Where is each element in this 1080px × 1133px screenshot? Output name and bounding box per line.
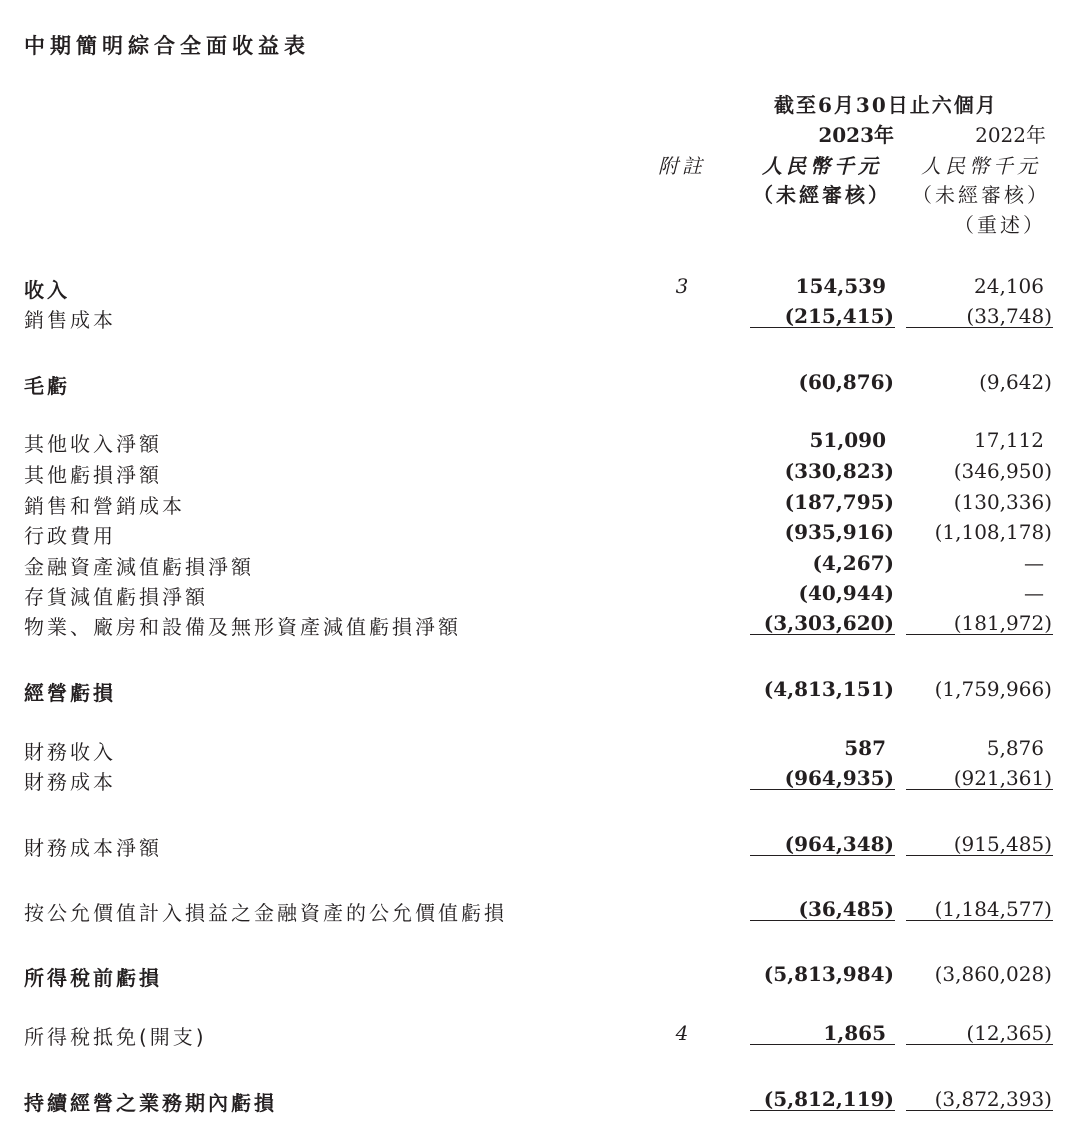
value-2023: (40,944) xyxy=(798,581,894,605)
row-label: 金融資產減值虧損淨額 xyxy=(24,555,254,579)
value-2023: 1,865 xyxy=(823,1021,886,1045)
value-2023: 587 xyxy=(844,736,886,760)
table-row xyxy=(0,459,1080,485)
value-2023: 51,090 xyxy=(809,428,886,452)
row-label: 物業、廠房和設備及無形資產減值虧損淨額 xyxy=(24,615,461,639)
value-2022: 17,112 xyxy=(974,428,1044,452)
row-note: 4 xyxy=(675,1021,689,1045)
subtotal-rule xyxy=(750,855,895,856)
subtotal-rule xyxy=(906,634,1053,635)
table-row xyxy=(0,736,1080,762)
value-2023: (964,935) xyxy=(784,766,894,790)
value-2022: (12,365) xyxy=(966,1021,1052,1045)
value-2023: 154,539 xyxy=(795,274,886,298)
value-2022: (1,184,577) xyxy=(934,897,1052,921)
value-2022: (1,108,178) xyxy=(934,520,1052,544)
subtotal-rule xyxy=(906,1044,1053,1045)
value-2023: (5,813,984) xyxy=(763,962,894,986)
value-2022: (3,872,393) xyxy=(934,1087,1052,1111)
value-2022: (130,336) xyxy=(953,490,1052,514)
value-2022: (9,642) xyxy=(979,370,1052,394)
note-column-header: 附註 xyxy=(658,154,706,178)
row-label: 財務成本淨額 xyxy=(24,836,162,860)
row-label: 其他虧損淨額 xyxy=(24,463,162,487)
subtotal-rule xyxy=(750,1044,895,1045)
row-label: 收入 xyxy=(24,278,70,302)
row-label: 行政費用 xyxy=(24,524,116,548)
audit-2023-header: （未經審核） xyxy=(753,183,891,207)
year-2022-header: 2022年 xyxy=(975,123,1046,147)
row-label: 銷售成本 xyxy=(24,308,116,332)
row-label: 毛虧 xyxy=(24,374,70,398)
value-2022: 24,106 xyxy=(974,274,1044,298)
value-2023: (187,795) xyxy=(784,490,894,514)
value-2022: (1,759,966) xyxy=(934,677,1052,701)
row-label: 持續經營之業務期內虧損 xyxy=(24,1091,277,1115)
value-2022: — xyxy=(1024,581,1044,605)
row-label: 財務收入 xyxy=(24,740,116,764)
subtotal-rule xyxy=(906,327,1053,328)
value-2022: (915,485) xyxy=(953,832,1052,856)
currency-2022-header: 人民幣千元 xyxy=(921,154,1041,178)
row-label: 財務成本 xyxy=(24,770,116,794)
subtotal-rule xyxy=(750,1110,895,1111)
year-2023-header: 2023年 xyxy=(818,123,894,147)
row-label: 所得稅前虧損 xyxy=(24,966,162,990)
row-label: 存貨減值虧損淨額 xyxy=(24,585,208,609)
table-row xyxy=(0,677,1080,703)
subtotal-rule xyxy=(906,920,1053,921)
value-2022: (181,972) xyxy=(953,611,1052,635)
table-row xyxy=(0,490,1080,516)
value-2022: — xyxy=(1024,551,1044,575)
subtotal-rule xyxy=(750,327,895,328)
value-2023: (36,485) xyxy=(798,897,894,921)
table-row xyxy=(0,428,1080,454)
row-label: 經營虧損 xyxy=(24,681,116,705)
row-label: 銷售和營銷成本 xyxy=(24,494,185,518)
subtotal-rule xyxy=(750,634,895,635)
subtotal-rule xyxy=(750,920,895,921)
table-row xyxy=(0,551,1080,577)
table-row xyxy=(0,581,1080,607)
value-2023: (60,876) xyxy=(798,370,894,394)
row-note: 3 xyxy=(675,274,689,298)
value-2023: (330,823) xyxy=(784,459,894,483)
value-2023: (5,812,119) xyxy=(763,1087,894,1111)
row-label: 其他收入淨額 xyxy=(24,432,162,456)
statement-title: 中期簡明綜合全面收益表 xyxy=(24,34,310,58)
value-2022: (33,748) xyxy=(966,304,1052,328)
value-2022: (3,860,028) xyxy=(934,962,1052,986)
table-row xyxy=(0,370,1080,396)
table-row xyxy=(0,274,1080,300)
value-2023: (964,348) xyxy=(784,832,894,856)
value-2022: 5,876 xyxy=(986,736,1044,760)
subtotal-rule xyxy=(906,855,1053,856)
restated-2022-header: （重述） xyxy=(954,213,1046,237)
value-2022: (346,950) xyxy=(953,459,1052,483)
subtotal-rule xyxy=(906,789,1053,790)
table-row xyxy=(0,520,1080,546)
value-2023: (4,813,151) xyxy=(763,677,894,701)
currency-2023-header: 人民幣千元 xyxy=(762,154,882,178)
row-label: 所得稅抵免(開支) xyxy=(24,1025,207,1049)
audit-2022-header: （未經審核） xyxy=(912,183,1050,207)
row-label: 按公允價值計入損益之金融資產的公允價值虧損 xyxy=(24,901,507,925)
subtotal-rule xyxy=(906,1110,1053,1111)
value-2023: (215,415) xyxy=(784,304,894,328)
period-header: 截至6月30日止六個月 xyxy=(774,93,998,117)
value-2022: (921,361) xyxy=(953,766,1052,790)
value-2023: (935,916) xyxy=(784,520,894,544)
value-2023: (4,267) xyxy=(812,551,894,575)
value-2023: (3,303,620) xyxy=(763,611,894,635)
subtotal-rule xyxy=(750,789,895,790)
table-row xyxy=(0,962,1080,988)
